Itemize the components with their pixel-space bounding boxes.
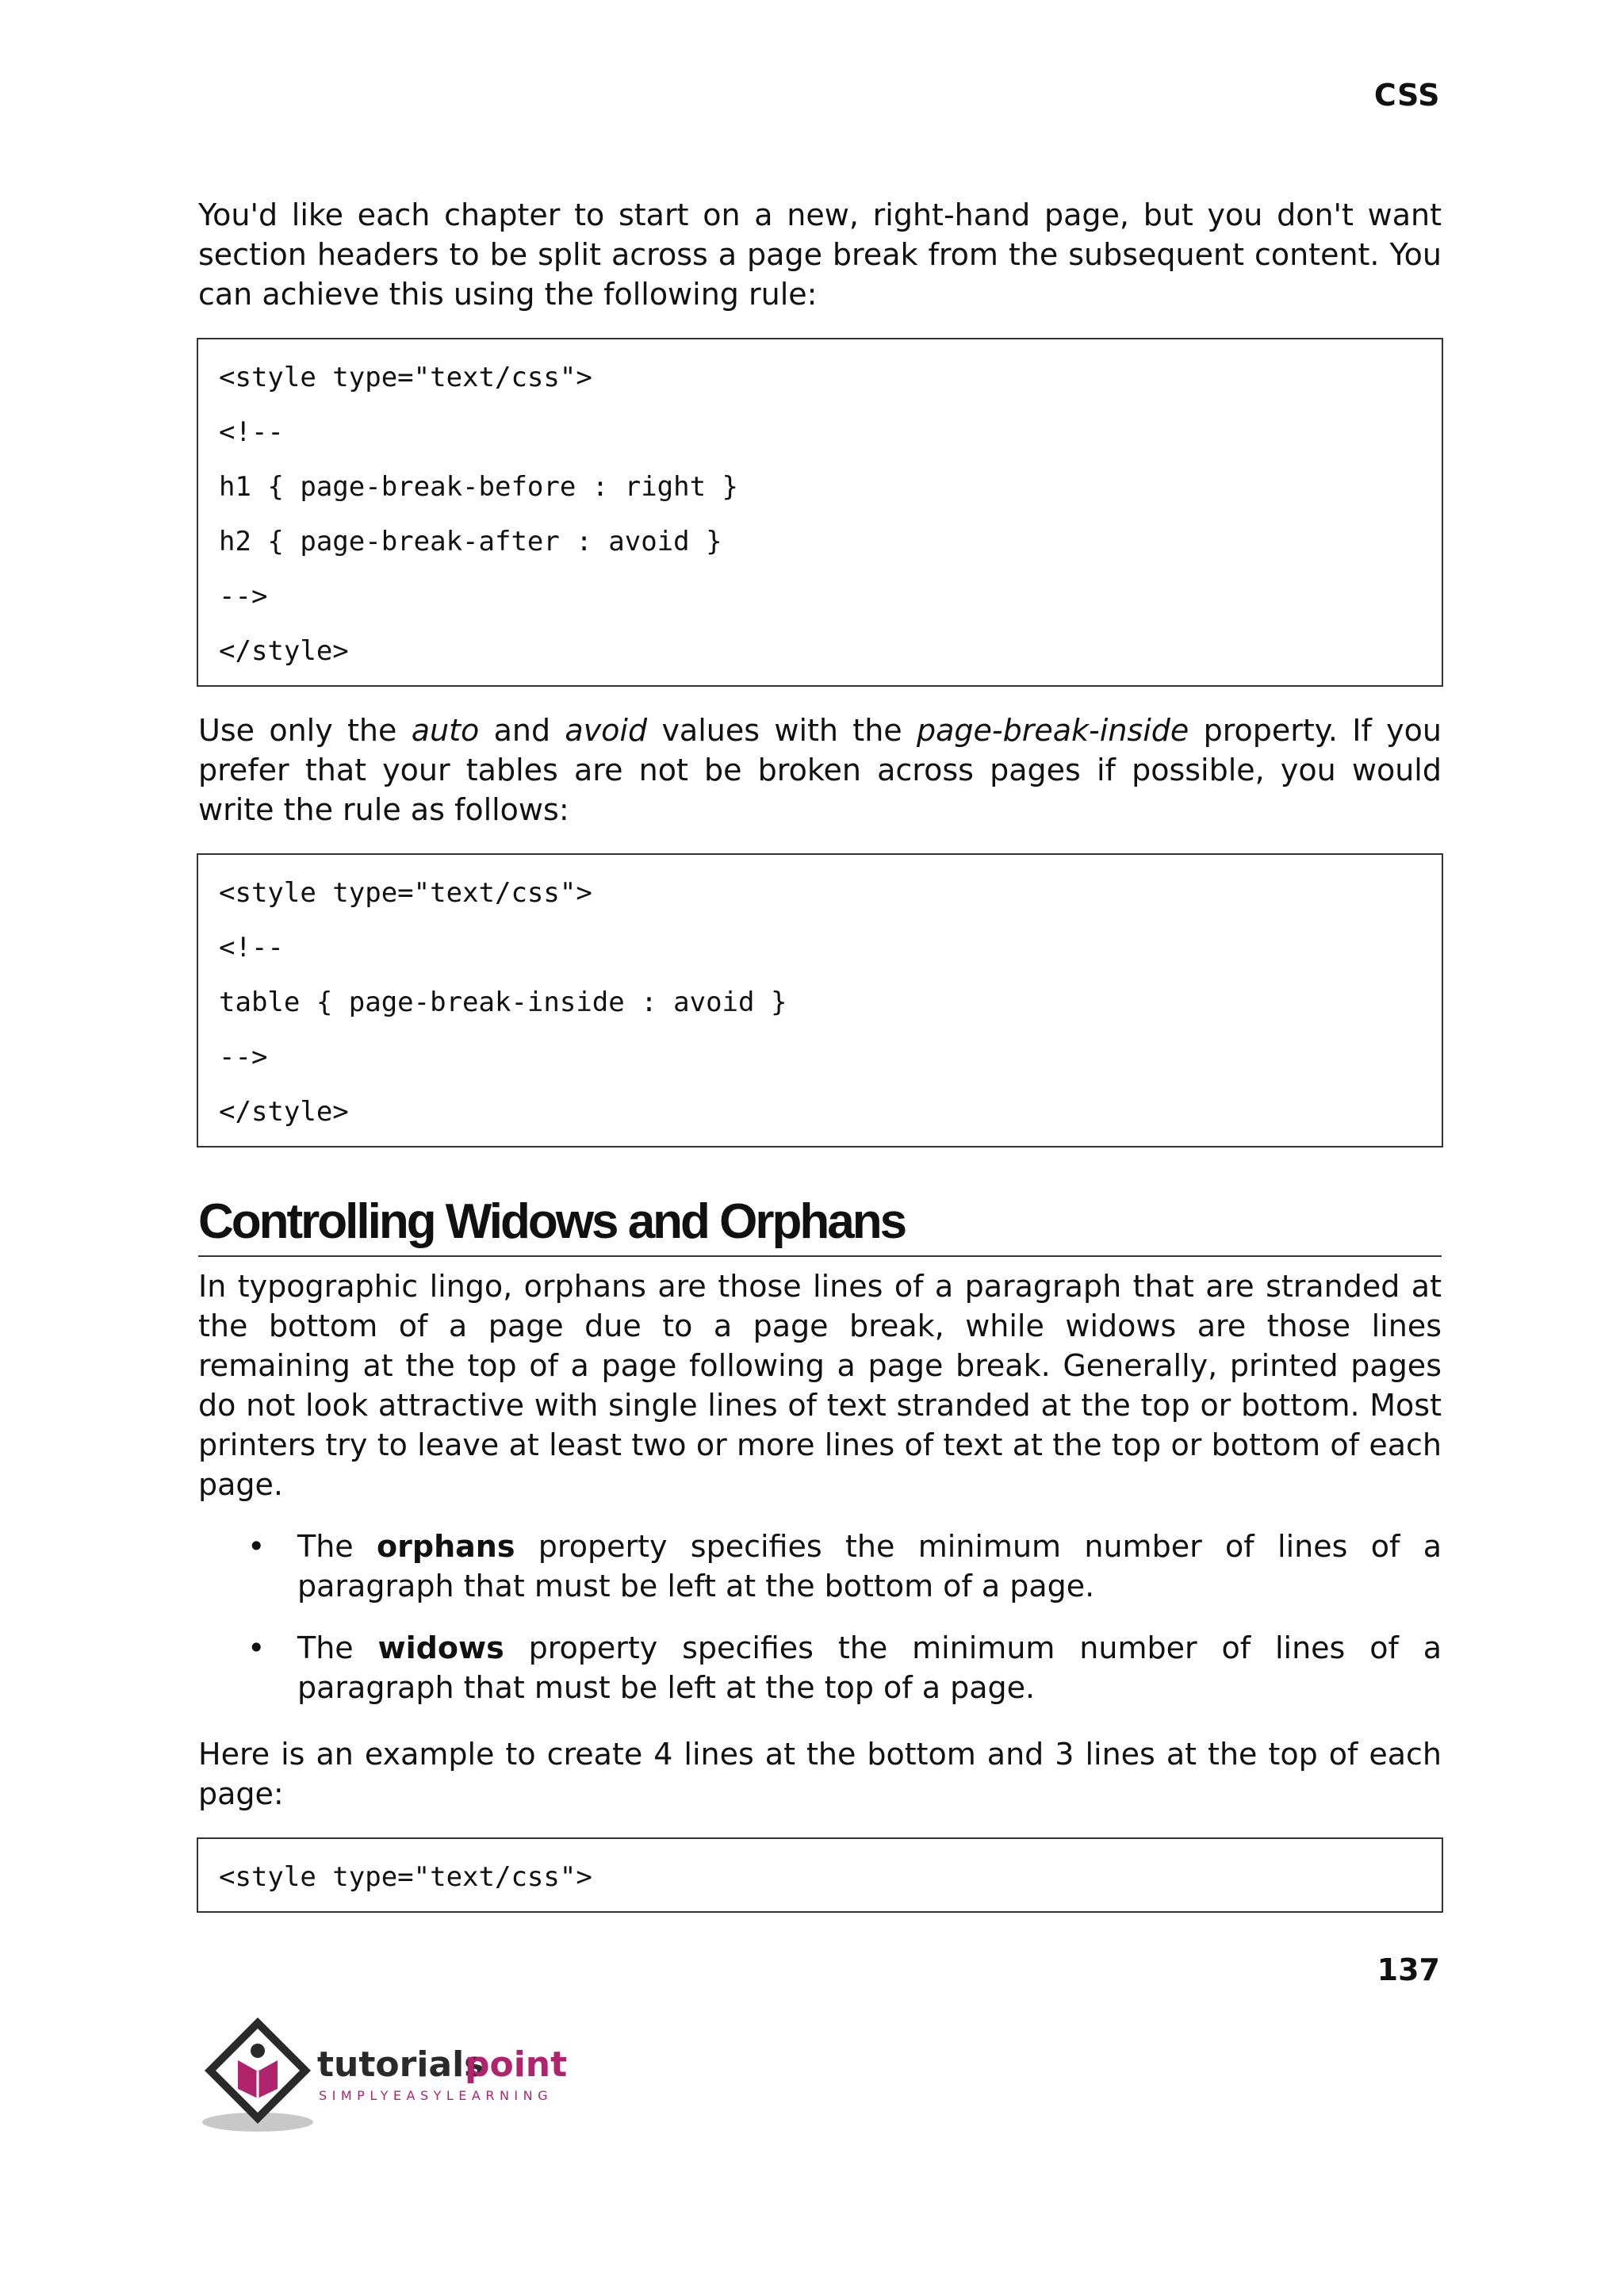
code-line: --> [219, 580, 268, 612]
text-run: property specifies the minimum number of lines of a paragraph that must be left at the top of a page. [297, 1630, 1442, 1705]
code-line: </style> [219, 1096, 349, 1128]
code-line: </style> [219, 635, 349, 667]
bullet-icon: • [247, 1529, 266, 1564]
code-block-2 [197, 853, 1443, 1148]
logo-tagline: SIMPLYEASYLEARNING [319, 2088, 553, 2103]
code-line: h2 { page-break-after : avoid } [219, 526, 722, 557]
text-run: values with the [647, 713, 917, 748]
property-name-widows: widows [377, 1630, 504, 1665]
code-line: <style type="text/css"> [219, 877, 592, 909]
text-run: The [297, 1630, 378, 1665]
list-item [198, 1527, 1442, 1606]
page-number: 137 [1377, 1952, 1440, 1987]
code-line: --> [219, 1041, 268, 1073]
orphans-widows-paragraph: In typographic lingo, orphans are those lines of a paragraph that are stranded at the bottom of a page due to a page break, while widows are those lines remaining at the top of a page following a page break. Generally, printed pages do not look attractive with single lines of text stranded at the top or bottom. Most printers try to leave at least two or more lines of text at the top or bottom of each page. [198, 1269, 1442, 1502]
property-name-orphans: orphans [377, 1529, 515, 1564]
property-list [198, 1527, 1442, 1707]
page-header-label: CSS [1373, 78, 1440, 113]
code-line: <style type="text/css"> [219, 1861, 592, 1893]
logo-wordmark-tutorials: tutorials [317, 2044, 485, 2085]
code-line: <!-- [219, 932, 284, 964]
text-run: property specifies the minimum number of lines of a paragraph that must be left at the bottom of a page. [297, 1529, 1442, 1603]
text-run: and [479, 713, 565, 748]
example-intro-paragraph: Here is an example to create 4 lines at the bottom and 3 lines at the top of each page: [198, 1737, 1442, 1811]
emphasis-auto: auto [411, 713, 480, 748]
code-block-1 [197, 338, 1443, 687]
document-body [198, 195, 1442, 1937]
code-line: <!-- [219, 416, 284, 448]
emphasis-page-break-inside: page-break-inside [917, 713, 1189, 748]
intro-paragraph: You'd like each chapter to start on a new, right-hand page, but you don't want section headers to be split across a page break from the subsequent content. You can achieve this using the following rule: [198, 197, 1442, 312]
emphasis-avoid: avoid [565, 713, 648, 748]
code-line: <style type="text/css"> [219, 362, 592, 393]
tutorialspoint-logo [198, 2011, 611, 2138]
logo-person-head [251, 2044, 265, 2058]
code-line: h1 { page-break-before : right } [219, 471, 739, 503]
text-run: Use only the [198, 713, 412, 748]
text-run: The [297, 1529, 377, 1564]
code-line: table { page-break-inside : avoid } [219, 987, 787, 1018]
logo-wordmark-point: point [465, 2044, 568, 2085]
bullet-icon: • [247, 1630, 266, 1665]
list-item [198, 1628, 1442, 1707]
text-run: property. If you prefer that your tables are not be broken across pages if possible, you would write the rule as follows: [198, 713, 1442, 827]
section-heading: Controlling Widows and Orphans [198, 1190, 1442, 1257]
code-block-3 [197, 1837, 1443, 1913]
page-break-inside-paragraph [198, 711, 1442, 829]
logo-diamond-inner [216, 2029, 300, 2113]
